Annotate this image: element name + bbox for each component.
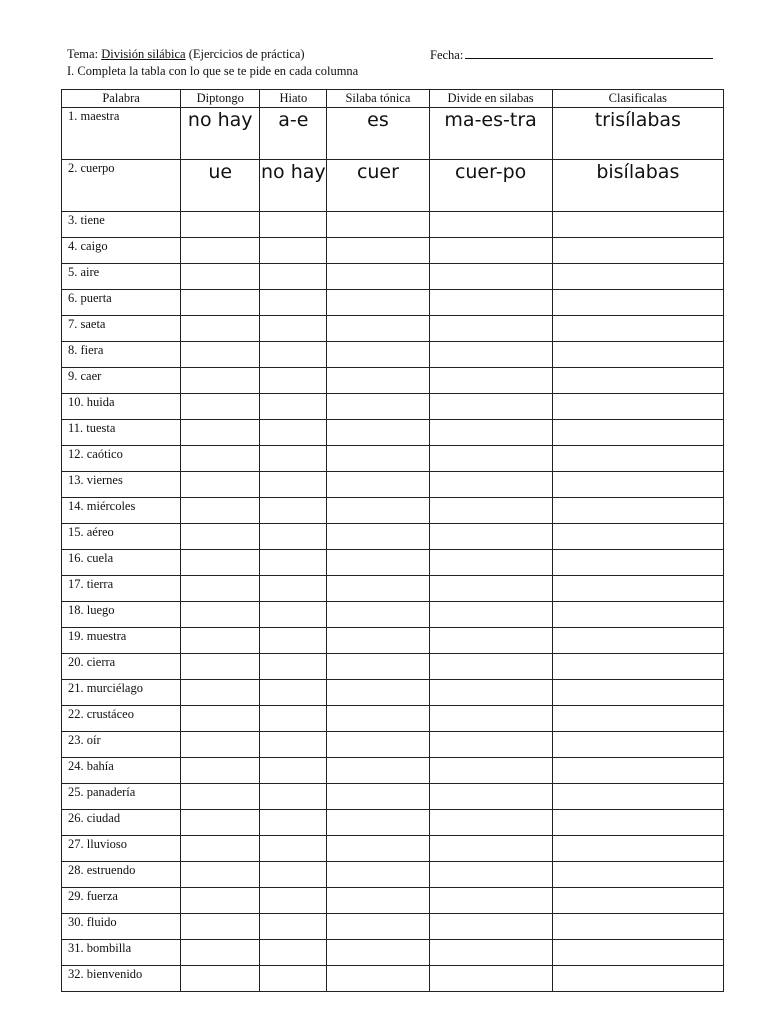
diptongo-cell [181, 212, 260, 238]
table-row [62, 342, 724, 368]
division-cell [429, 706, 552, 732]
table-row [62, 160, 724, 212]
hiato-cell [260, 836, 327, 862]
date-label: Fecha: [430, 48, 464, 62]
table-row [62, 654, 724, 680]
word-cell: 26. ciudad [62, 810, 181, 836]
tonica-cell [327, 264, 429, 290]
clasificacion-cell [552, 602, 723, 628]
hiato-cell [260, 472, 327, 498]
diptongo-cell [181, 836, 260, 862]
topic-label: Tema: [67, 47, 99, 61]
clasificacion-cell [552, 368, 723, 394]
division-answer: ma-es-tra [429, 108, 552, 160]
diptongo-answer: ue [181, 160, 260, 212]
word-cell: 10. huida [62, 394, 181, 420]
table-row [62, 108, 724, 160]
hiato-cell [260, 342, 327, 368]
division-cell [429, 342, 552, 368]
word-cell: 30. fluido [62, 914, 181, 940]
hiato-cell [260, 238, 327, 264]
tonica-answer: es [327, 108, 429, 160]
diptongo-cell [181, 810, 260, 836]
division-cell [429, 680, 552, 706]
word-cell: 24. bahía [62, 758, 181, 784]
word-cell: 20. cierra [62, 654, 181, 680]
clasificacion-cell [552, 316, 723, 342]
worksheet-header [67, 47, 727, 80]
hiato-cell [260, 602, 327, 628]
word-cell: 16. cuela [62, 550, 181, 576]
diptongo-cell [181, 368, 260, 394]
clasificacion-cell [552, 576, 723, 602]
division-cell [429, 888, 552, 914]
tonica-cell [327, 810, 429, 836]
division-cell [429, 602, 552, 628]
clasificacion-cell [552, 290, 723, 316]
hiato-cell [260, 862, 327, 888]
instruction-text: I. Completa la tabla con lo que se te pide en cada columna [67, 64, 359, 78]
division-cell [429, 524, 552, 550]
clasificacion-cell [552, 758, 723, 784]
diptongo-cell [181, 758, 260, 784]
table-row [62, 862, 724, 888]
word-cell: 32. bienvenido [62, 966, 181, 992]
hiato-cell [260, 654, 327, 680]
tonica-cell [327, 290, 429, 316]
table-row [62, 238, 724, 264]
table-row [62, 472, 724, 498]
hiato-cell [260, 446, 327, 472]
word-cell: 6. puerta [62, 290, 181, 316]
word-cell: 4. caigo [62, 238, 181, 264]
tonica-cell [327, 628, 429, 654]
tonica-cell [327, 784, 429, 810]
table-row [62, 914, 724, 940]
hiato-cell [260, 368, 327, 394]
table-row [62, 888, 724, 914]
tonica-cell [327, 602, 429, 628]
word-cell: 28. estruendo [62, 862, 181, 888]
tonica-cell [327, 394, 429, 420]
hiato-cell [260, 680, 327, 706]
diptongo-cell [181, 888, 260, 914]
division-cell [429, 290, 552, 316]
table-row [62, 628, 724, 654]
diptongo-cell [181, 524, 260, 550]
tonica-cell [327, 940, 429, 966]
table-row [62, 940, 724, 966]
division-answer: cuer-po [429, 160, 552, 212]
hiato-answer: no hay [260, 160, 327, 212]
clasificacion-cell [552, 628, 723, 654]
clasificacion-cell [552, 446, 723, 472]
table-row [62, 706, 724, 732]
tonica-cell [327, 966, 429, 992]
table-row [62, 966, 724, 992]
clasificacion-cell [552, 394, 723, 420]
tonica-cell [327, 654, 429, 680]
division-cell [429, 316, 552, 342]
tonica-answer: cuer [327, 160, 429, 212]
division-cell [429, 394, 552, 420]
table-row [62, 602, 724, 628]
clasificacion-cell [552, 238, 723, 264]
tonica-cell [327, 446, 429, 472]
hiato-cell [260, 810, 327, 836]
diptongo-cell [181, 264, 260, 290]
division-cell [429, 420, 552, 446]
clasificacion-cell [552, 940, 723, 966]
division-cell [429, 654, 552, 680]
clasificacion-cell [552, 836, 723, 862]
division-cell [429, 550, 552, 576]
tonica-cell [327, 732, 429, 758]
division-cell [429, 446, 552, 472]
diptongo-cell [181, 862, 260, 888]
diptongo-cell [181, 550, 260, 576]
topic-subtitle: (Ejercicios de práctica) [188, 47, 305, 61]
tonica-cell [327, 576, 429, 602]
diptongo-cell [181, 680, 260, 706]
clasificacion-cell [552, 706, 723, 732]
division-cell [429, 836, 552, 862]
division-cell [429, 758, 552, 784]
hiato-cell [260, 212, 327, 238]
division-cell [429, 810, 552, 836]
clasificacion-cell [552, 498, 723, 524]
date-blank-line [465, 47, 713, 59]
table-row [62, 784, 724, 810]
table-header-row [62, 90, 724, 108]
hiato-cell [260, 316, 327, 342]
table-row [62, 576, 724, 602]
diptongo-cell [181, 316, 260, 342]
hiato-cell [260, 784, 327, 810]
division-cell [429, 966, 552, 992]
word-cell: 3. tiene [62, 212, 181, 238]
tonica-cell [327, 680, 429, 706]
clasificacion-answer: trisílabas [552, 108, 723, 160]
diptongo-cell [181, 706, 260, 732]
clasificacion-cell [552, 420, 723, 446]
diptongo-answer: no hay [181, 108, 260, 160]
division-cell [429, 498, 552, 524]
diptongo-cell [181, 498, 260, 524]
diptongo-cell [181, 628, 260, 654]
tonica-cell [327, 914, 429, 940]
word-cell: 31. bombilla [62, 940, 181, 966]
clasificacion-cell [552, 472, 723, 498]
date-field [430, 47, 713, 63]
word-cell: 14. miércoles [62, 498, 181, 524]
header-palabra: Palabra [62, 90, 181, 108]
hiato-cell [260, 394, 327, 420]
division-cell [429, 732, 552, 758]
word-cell: 2. cuerpo [62, 160, 181, 212]
tonica-cell [327, 550, 429, 576]
word-cell: 23. oír [62, 732, 181, 758]
table-row [62, 524, 724, 550]
clasificacion-cell [552, 810, 723, 836]
division-cell [429, 576, 552, 602]
diptongo-cell [181, 472, 260, 498]
tonica-cell [327, 212, 429, 238]
word-cell: 1. maestra [62, 108, 181, 160]
word-cell: 21. murciélago [62, 680, 181, 706]
diptongo-cell [181, 966, 260, 992]
word-cell: 18. luego [62, 602, 181, 628]
diptongo-cell [181, 576, 260, 602]
word-cell: 22. crustáceo [62, 706, 181, 732]
table-row [62, 368, 724, 394]
topic-line [67, 47, 727, 64]
diptongo-cell [181, 940, 260, 966]
clasificacion-cell [552, 784, 723, 810]
table-row [62, 394, 724, 420]
diptongo-cell [181, 290, 260, 316]
tonica-cell [327, 498, 429, 524]
hiato-cell [260, 264, 327, 290]
hiato-cell [260, 940, 327, 966]
clasificacion-cell [552, 524, 723, 550]
header-silaba-tonica: Silaba tónica [327, 90, 429, 108]
clasificacion-cell [552, 862, 723, 888]
word-cell: 9. caer [62, 368, 181, 394]
hiato-cell [260, 576, 327, 602]
division-cell [429, 914, 552, 940]
hiato-cell [260, 966, 327, 992]
table-row [62, 212, 724, 238]
hiato-cell [260, 758, 327, 784]
hiato-cell [260, 550, 327, 576]
hiato-cell [260, 524, 327, 550]
clasificacion-cell [552, 212, 723, 238]
word-cell: 5. aire [62, 264, 181, 290]
tonica-cell [327, 758, 429, 784]
tonica-cell [327, 368, 429, 394]
tonica-cell [327, 316, 429, 342]
table-row [62, 550, 724, 576]
hiato-cell [260, 732, 327, 758]
hiato-cell [260, 706, 327, 732]
hiato-cell [260, 914, 327, 940]
hiato-cell [260, 498, 327, 524]
division-cell [429, 784, 552, 810]
table-row [62, 732, 724, 758]
word-cell: 8. fiera [62, 342, 181, 368]
diptongo-cell [181, 732, 260, 758]
diptongo-cell [181, 914, 260, 940]
word-cell: 19. muestra [62, 628, 181, 654]
clasificacion-cell [552, 680, 723, 706]
tonica-cell [327, 862, 429, 888]
diptongo-cell [181, 238, 260, 264]
hiato-cell [260, 628, 327, 654]
clasificacion-answer: bisílabas [552, 160, 723, 212]
diptongo-cell [181, 420, 260, 446]
header-hiato: Hiato [260, 90, 327, 108]
clasificacion-cell [552, 264, 723, 290]
clasificacion-cell [552, 914, 723, 940]
table-row [62, 264, 724, 290]
table-row [62, 680, 724, 706]
tonica-cell [327, 706, 429, 732]
table-row [62, 420, 724, 446]
division-cell [429, 628, 552, 654]
division-cell [429, 212, 552, 238]
topic-title: División silábica [101, 47, 186, 61]
word-cell: 17. tierra [62, 576, 181, 602]
division-cell [429, 238, 552, 264]
division-cell [429, 472, 552, 498]
diptongo-cell [181, 342, 260, 368]
diptongo-cell [181, 602, 260, 628]
clasificacion-cell [552, 732, 723, 758]
word-cell: 29. fuerza [62, 888, 181, 914]
table-row [62, 498, 724, 524]
diptongo-cell [181, 654, 260, 680]
tonica-cell [327, 238, 429, 264]
word-cell: 11. tuesta [62, 420, 181, 446]
division-cell [429, 264, 552, 290]
word-cell: 27. lluvioso [62, 836, 181, 862]
clasificacion-cell [552, 654, 723, 680]
tonica-cell [327, 836, 429, 862]
table-row [62, 758, 724, 784]
clasificacion-cell [552, 342, 723, 368]
division-cell [429, 368, 552, 394]
word-cell: 15. aéreo [62, 524, 181, 550]
table-row [62, 446, 724, 472]
header-diptongo: Diptongo [181, 90, 260, 108]
table-row [62, 290, 724, 316]
division-cell [429, 862, 552, 888]
diptongo-cell [181, 446, 260, 472]
word-cell: 12. caótico [62, 446, 181, 472]
hiato-cell [260, 888, 327, 914]
tonica-cell [327, 888, 429, 914]
header-clasificalas: Clasificalas [552, 90, 723, 108]
table-row [62, 836, 724, 862]
word-cell: 25. panadería [62, 784, 181, 810]
clasificacion-cell [552, 966, 723, 992]
diptongo-cell [181, 394, 260, 420]
table-body [62, 108, 724, 992]
tonica-cell [327, 420, 429, 446]
hiato-cell [260, 420, 327, 446]
diptongo-cell [181, 784, 260, 810]
tonica-cell [327, 472, 429, 498]
division-cell [429, 940, 552, 966]
word-cell: 7. saeta [62, 316, 181, 342]
syllable-exercise-table [61, 89, 724, 992]
clasificacion-cell [552, 888, 723, 914]
tonica-cell [327, 342, 429, 368]
hiato-cell [260, 290, 327, 316]
table-row [62, 316, 724, 342]
clasificacion-cell [552, 550, 723, 576]
table-row [62, 810, 724, 836]
hiato-answer: a-e [260, 108, 327, 160]
tonica-cell [327, 524, 429, 550]
header-divide-silabas: Divide en silabas [429, 90, 552, 108]
word-cell: 13. viernes [62, 472, 181, 498]
